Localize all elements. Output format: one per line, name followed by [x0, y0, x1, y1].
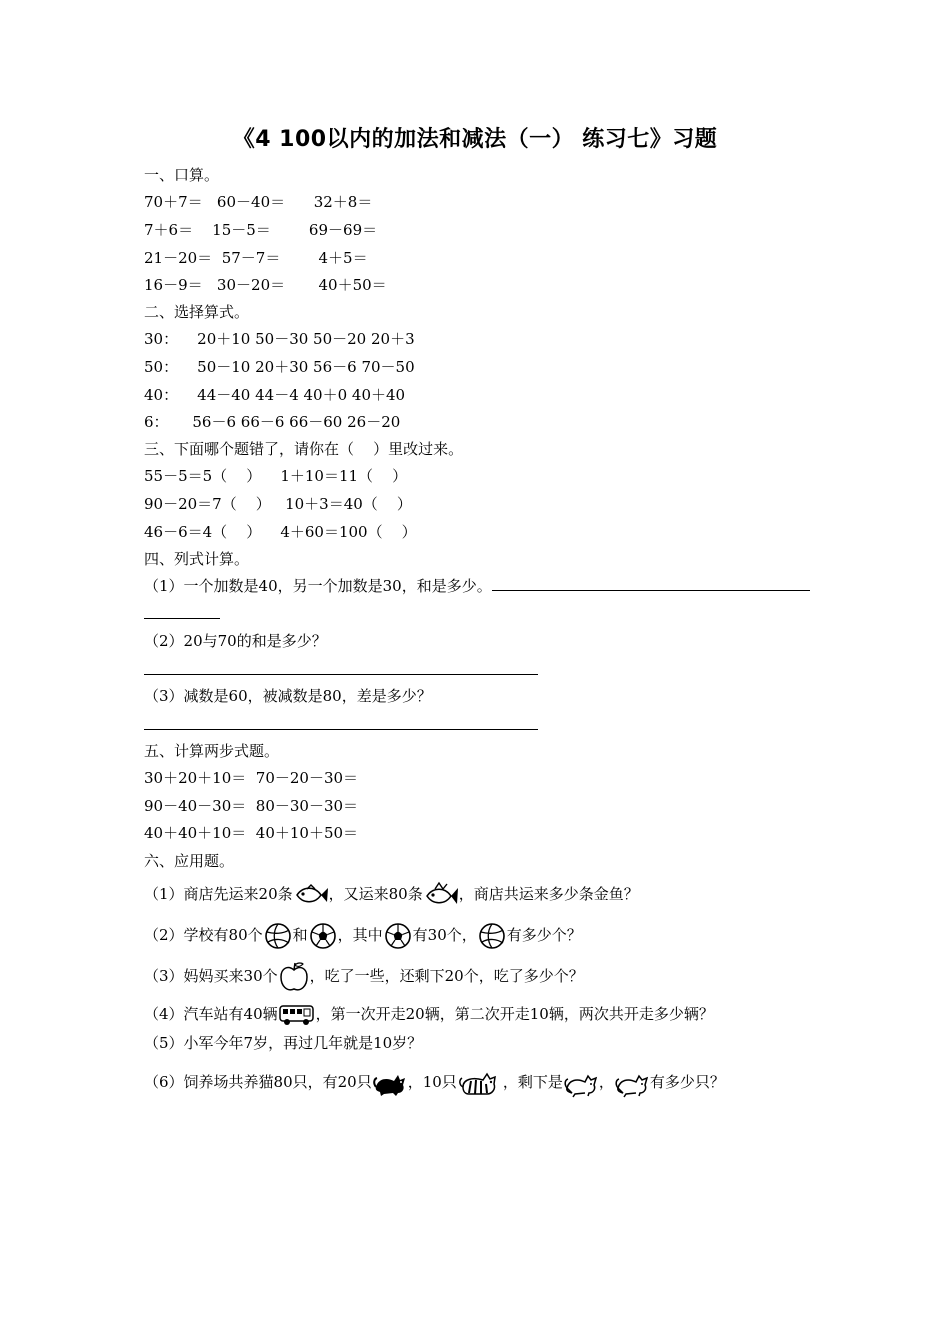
- choose-formula-row: 50： 50－10 20＋30 56－6 70－50: [144, 358, 415, 376]
- two-step-row: 90－40－30＝ 80－30－30＝: [144, 797, 359, 815]
- volleyball-icon: [477, 921, 507, 951]
- word-problem-1: [144, 878, 639, 910]
- soccer-ball-icon: [383, 921, 413, 951]
- oral-calc-row: 70＋7＝ 60－40＝ 32＋8＝: [144, 193, 373, 211]
- question-4-2: （2）20与70的和是多少？: [144, 632, 327, 650]
- answer-line: [144, 729, 538, 730]
- word-problem-2-text: 有多少个？: [506, 926, 582, 944]
- section-4-heading: 四、列式计算。: [144, 550, 250, 568]
- section-2-heading: 二、选择算式。: [144, 303, 250, 321]
- answer-line-continuation: [144, 618, 220, 619]
- section-3-heading: 三、下面哪个题错了，请你在（ ）里改过来。: [144, 440, 464, 458]
- volleyball-icon: [263, 921, 293, 951]
- word-problem-3: [144, 958, 584, 994]
- question-4-1-text: （1）一个加数是40，另一个加数是30，和是多少。: [144, 577, 492, 595]
- white-cat-icon: [563, 1068, 599, 1098]
- word-problem-1-text: ，又运来80条: [328, 885, 423, 903]
- question-4-1: [144, 576, 810, 596]
- section-1-heading: 一、口算。: [144, 166, 220, 184]
- word-problem-6-text: ，10只: [407, 1073, 457, 1091]
- word-problem-6: [144, 1062, 725, 1102]
- word-problem-2-text: 和: [292, 926, 308, 944]
- soccer-ball-icon: [308, 921, 338, 951]
- word-problem-3-text: （3）妈妈买来30个: [144, 967, 278, 985]
- striped-cat-icon: [457, 1067, 503, 1099]
- choose-formula-row: 30： 20＋10 50－30 50－20 20＋3: [144, 330, 415, 348]
- correction-row: 55－5＝5（ ） 1＋10＝11（ ）: [144, 467, 408, 485]
- word-problem-5: （5）小军今年7岁，再过几年就是10岁？: [144, 1034, 423, 1052]
- correction-row: 90－20＝7（ ） 10＋3＝40（ ）: [144, 495, 412, 513]
- choose-formula-row: 6： 56－6 66－6 66－60 26－20: [144, 413, 401, 431]
- page-title: 《4 100以内的加法和减法（一） 练习七》习题: [232, 127, 718, 152]
- word-problem-2-text: 有30个，: [412, 926, 477, 944]
- word-problem-4: [144, 1000, 714, 1028]
- word-problem-6-text: ，剩下是: [502, 1073, 563, 1091]
- oral-calc-row: 7＋6＝ 15－5＝ 69－69＝: [144, 221, 378, 239]
- answer-line: [144, 674, 538, 675]
- two-step-row: 30＋20＋10＝ 70－20－30＝: [144, 769, 359, 787]
- word-problem-2-text: ，其中: [337, 926, 383, 944]
- goldfish-icon: [423, 881, 459, 909]
- answer-line: [492, 576, 810, 591]
- white-cat-icon: [614, 1068, 650, 1098]
- section-5-heading: 五、计算两步式题。: [144, 742, 280, 760]
- word-problem-6-text: 有多少只？: [649, 1073, 725, 1091]
- word-problem-4-text: ，第一次开走20辆，第二次开走10辆，两次共开走多少辆？: [315, 1005, 714, 1023]
- word-problem-1-text: ，商店共运来多少条金鱼？: [458, 885, 639, 903]
- apple-icon: [278, 960, 310, 994]
- bus-icon: [278, 1003, 316, 1027]
- oral-calc-row: 21－20＝ 57－7＝ 4＋5＝: [144, 249, 368, 267]
- choose-formula-row: 40： 44－40 44－4 40＋0 40＋40: [144, 386, 406, 404]
- goldfish-icon: [293, 883, 329, 907]
- two-step-row: 40＋40＋10＝ 40＋10＋50＝: [144, 824, 359, 842]
- correction-row: 46－6＝4（ ） 4＋60＝100（ ）: [144, 523, 417, 541]
- black-cat-icon: [372, 1069, 408, 1097]
- word-problem-3-text: ，吃了一些，还剩下20个，吃了多少个？: [309, 967, 584, 985]
- question-4-3: （3）减数是60，被减数是80，差是多少？: [144, 687, 432, 705]
- word-problem-2-text: （2）学校有80个: [144, 926, 263, 944]
- oral-calc-row: 16－9＝ 30－20＝ 40＋50＝: [144, 276, 387, 294]
- word-problem-2: [144, 918, 582, 952]
- word-problem-6-text: ，: [598, 1073, 614, 1091]
- section-6-heading: 六、应用题。: [144, 852, 235, 870]
- word-problem-4-text: （4）汽车站有40辆: [144, 1005, 278, 1023]
- word-problem-6-text: （6）饲养场共养猫80只，有20只: [144, 1073, 372, 1091]
- word-problem-1-text: （1）商店先运来20条: [144, 885, 293, 903]
